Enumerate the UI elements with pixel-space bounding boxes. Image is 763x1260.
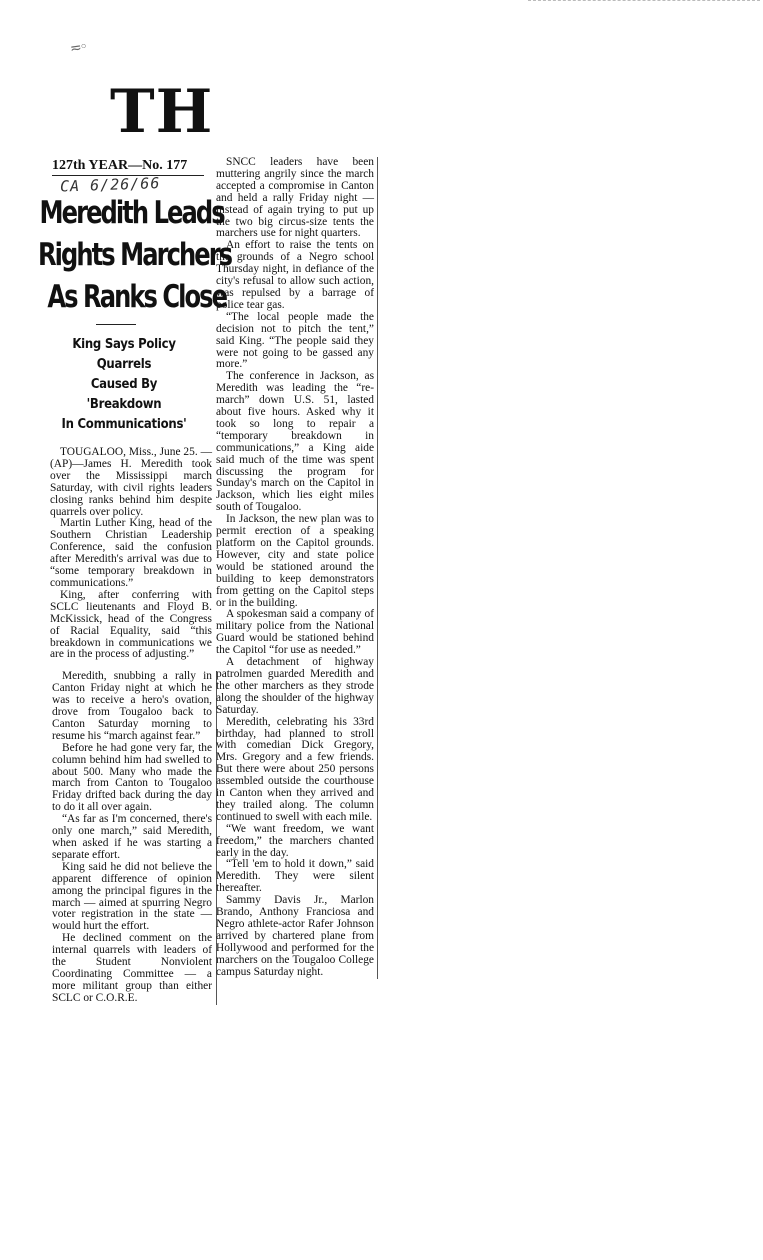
headline (38, 192, 232, 318)
subheadline (52, 335, 196, 435)
paragraph: An effort to raise the tents on the grounds of a Negro school Thursday night, in defiance of the city's refusal to allow such action, was repulsed by a barrage of police tear gas. (216, 239, 374, 311)
paragraph: Meredith, celebrating his 33rd birthday, had planned to stroll with comedian Dick Gregory, Mrs. Gregory and a few friends. But there were about 250 persons assembled outside the courthouse in Canton when they arrived and they trailed along. The column continued to swell with each mile. (216, 715, 374, 823)
subheadline-line-1: King Says Policy Quarrels (72, 337, 176, 372)
article-right-text (216, 157, 374, 979)
masthead-fragment: TH (110, 77, 214, 147)
headline-line-1: Meredith Leads (39, 195, 224, 231)
top-edge-dots (528, 0, 760, 3)
headline-line-3: As Ranks Close (47, 279, 227, 315)
paragraph: Sammy Davis Jr., Marlon Brando, Anthony Franciosa and Negro athlete-actor Rafer Johnson arrived by chartered plane from Hollywood and performed for the marchers on the Tougaloo College campus Saturday night. (216, 894, 374, 978)
paragraph: Martin Luther King, head of the Southern Christian Leadership Conference, said the confusion after Meredith's arrival was due to “some temporary breakdown in communications.” (50, 517, 212, 589)
paragraph: A spokesman said a company of military police from the National Guard would be stationed behind the Capitol “for use as needed.” (216, 608, 374, 657)
handwritten-date-note: CA 6/26/66 (59, 174, 161, 196)
paragraph: In Jackson, the new plan was to permit erection of a speaking platform on the Capitol grounds. However, city and state police would be stationed around the building to keep demonstrators from getting on the Capitol steps or in the building. (216, 513, 374, 609)
headline-rule (96, 324, 136, 325)
paragraph: “We want freedom, we want freedom,” the marchers chanted early in the day. (216, 822, 374, 859)
left-column (38, 158, 232, 1005)
paragraph: SNCC leaders have been muttering angrily since the march accepted a compromise in Canton and held a rally Friday night — instead of again trying to put up the two big circus-size tents the marchers use for night quarters. (216, 156, 374, 240)
paragraph: TOUGALOO, Miss., June 25. —(AP)—James H. Meredith took over the Mississippi march Saturday, with civil rights leaders closing ranks behind him despite quarrels over policy. (50, 446, 212, 518)
article-continued (52, 671, 217, 1004)
paragraph: He declined comment on the internal quarrels with leaders of the Student Nonviolent Coordinating Committee — a more militant group than either SCLC or C.O.R.E. (52, 932, 212, 1004)
paragraph: King said he did not believe the apparent difference of opinion among the principal figures in the march — aimed at spurring Negro voter registration in the state — would hurt the effort. (52, 860, 212, 933)
issue-line: 127th YEAR—No. 177 (52, 158, 204, 176)
paragraph: “Tell 'em to hold it down,” said Meredith. They were silent thereafter. (216, 858, 374, 895)
subheadline-line-3: In Communications' (61, 417, 187, 432)
subheadline-line-2: Caused By 'Breakdown (86, 377, 162, 412)
right-column (216, 157, 378, 979)
article-lede (50, 447, 212, 661)
paragraph: “The local people made the decision not to pitch the tent,” said King. “The people said they were not going to be gassed any more.” (216, 310, 374, 371)
paragraph: A detachment of highway patrolmen guarded Meredith and the other marchers as they strode along the shoulder of the highway Saturday. (216, 656, 374, 716)
headline-line-2: Rights Marchers (38, 237, 232, 273)
paragraph: The conference in Jackson, as Meredith was leading the “re-march” down U.S. 51, lasted about five hours. Asked why it took so long to repair a “temporary breakdown in communications,” a King aide said much of the time was spent discussing the program for Sunday's march on the Capitol in Jackson, which lies eight miles south of Tougaloo. (216, 370, 374, 514)
paragraph: King, after conferring with SCLC lieutenants and Floyd B. McKissick, head of the Congress of Racial Equality, said “this breakdown in communications we are in the process of adjusting.” (50, 588, 212, 661)
paragraph: “As far as I'm concerned, there's only one march,” said Meredith, when asked if he was starting a separate effort. (52, 813, 212, 861)
margin-scribble: ≂◦ (68, 38, 88, 58)
paragraph: Before he had gone very far, the column behind him had swelled to about 500. Many who made the march from Canton to Tougaloo Friday drifted back during the day to do it all over again. (52, 741, 212, 814)
paragraph: Meredith, snubbing a rally in Canton Friday night at which he was to receive a hero's ovation, drove from Tougaloo back to Canton Saturday morning to resume his “march against fear.” (52, 670, 212, 742)
